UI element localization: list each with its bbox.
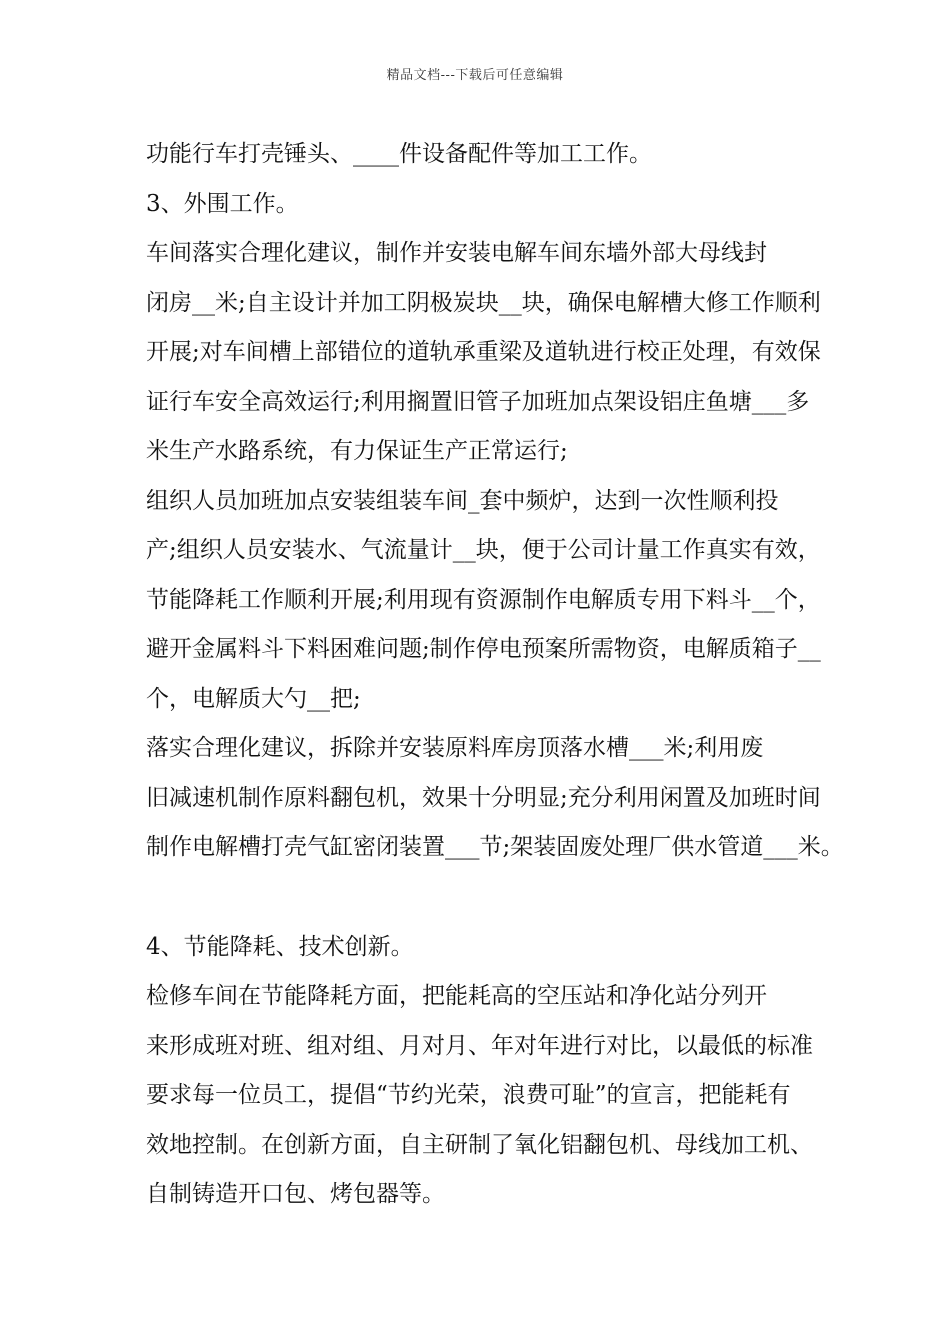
text-line: 来形成班对班、组对组、月对月、年对年进行对比，以最低的标准: [146, 1032, 813, 1059]
text-line: 效地控制。在创新方面，自主研制了氧化铝翻包机、母线加工机、: [146, 1131, 813, 1158]
paragraph-spacer: [146, 873, 818, 923]
document-body: [146, 130, 844, 1220]
text-line: 开展;对车间槽上部错位的道轨承重梁及道轨进行校正处理，有效保: [146, 339, 821, 365]
section-heading: 3、外围工作。: [146, 190, 299, 217]
text-line: 避开金属料斗下料困难问题;制作停电预案所需物资，电解质箱子__: [146, 636, 821, 662]
text-line: 闭房__米;自主设计并加工阴极炭块__块，确保电解槽大修工作顺利: [146, 289, 821, 316]
text-line: 证行车安全高效运行;利用搁置旧管子加班加点架设铝庄鱼塘___多: [146, 388, 810, 415]
text-line: 功能行车打壳锤头、____件设备配件等加工工作。: [146, 141, 652, 167]
section-heading: 4、节能降耗、技术创新。: [146, 933, 414, 960]
text-line: 节能降耗工作顺利开展;利用现有资源制作电解质专用下料斗__个，: [146, 586, 821, 613]
text-line: 自制铸造开口包、烤包器等。: [146, 1181, 445, 1207]
text-line: 米生产水路系统，有力保证生产正常运行;: [146, 438, 568, 464]
text-line: 产;组织人员安装水、气流量计__块，便于公司计量工作真实有效，: [146, 537, 821, 563]
text-line: 组织人员加班加点安装组装车间_套中频炉，达到一次性顺利投: [146, 487, 779, 514]
text-line: 落实合理化建议，拆除并安装原料库房顶落水槽___米;利用废: [146, 735, 764, 761]
text-line: 旧减速机制作原料翻包机，效果十分明显;充分利用闲置及加班时间: [146, 784, 821, 811]
text-line: 检修车间在节能降耗方面，把能耗高的空压站和净化站分列开: [146, 983, 767, 1009]
text-line: 个，电解质大勺__把;: [146, 685, 361, 712]
page-header: 精品文档---下载后可任意编辑: [386, 68, 564, 83]
text-line: 车间落实合理化建议，制作并安装电解车间东墙外部大母线封: [146, 240, 767, 266]
text-line: 制作电解槽打壳气缸密闭装置___节;架装固废处理厂供水管道___米。: [146, 834, 844, 860]
text-line: 要求每一位员工，提倡“节约光荣，浪费可耻”的宣言，把能耗有: [146, 1082, 791, 1108]
